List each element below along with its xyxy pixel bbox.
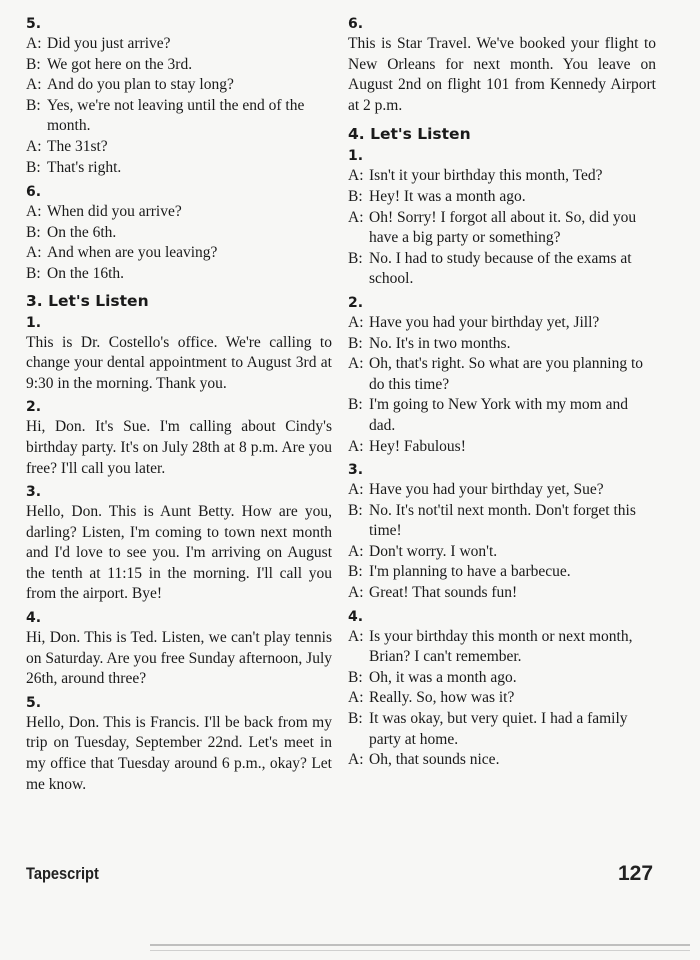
listen-item bbox=[26, 397, 332, 479]
item-text: Hello, Don. This is Aunt Betty. How are you, darling? Listen, I'm coming to town next month and I'd love to see you. I'm arriving on August the tenth at 11:15 in the morning. I'll call you from the airport. Bye! bbox=[26, 503, 332, 603]
item-number: 2. bbox=[26, 399, 42, 416]
dialog-line: B: No. It's in two months. bbox=[348, 334, 511, 352]
dialog-line: B: No. It's not'til next month. Don't forget this time! bbox=[348, 501, 636, 540]
section-heading: 3. Let's Listen bbox=[26, 291, 149, 310]
dialog-line: A: The 31st? bbox=[26, 137, 108, 155]
dialog-line: A: When did you arrive? bbox=[26, 203, 182, 221]
bottom-divider bbox=[150, 944, 690, 946]
dialog-line: A: And do you plan to stay long? bbox=[26, 76, 234, 94]
dialog-line: B: Hey! It was a month ago. bbox=[348, 187, 526, 205]
dialog-6 bbox=[26, 182, 332, 284]
item-number: 1. bbox=[26, 314, 42, 331]
page-number: 127 bbox=[618, 862, 654, 885]
dialog-line: A: Oh, that's right. So what are you planning to do this time? bbox=[348, 355, 644, 393]
dialog-line: B: On the 6th. bbox=[26, 223, 117, 241]
dialog-number: 2. bbox=[348, 294, 364, 311]
dialog-line: A: Oh! Sorry! I forgot all about it. So, did you have a big party or something? bbox=[348, 208, 637, 247]
dialog-line: B: I'm going to New York with my mom and dad. bbox=[348, 396, 628, 434]
listen-item bbox=[26, 693, 332, 795]
listen-item bbox=[26, 608, 332, 690]
listen-item bbox=[26, 313, 332, 395]
item-number: 5. bbox=[26, 694, 42, 711]
dialog-line: B: No. I had to study because of the exams at school. bbox=[348, 249, 632, 288]
dialog-number: 5. bbox=[26, 16, 42, 32]
dialog-line: B: It was okay, but very quiet. I had a family party at home. bbox=[348, 710, 628, 748]
section-4 bbox=[348, 124, 656, 770]
section-heading: 4. Let's Listen bbox=[348, 125, 471, 144]
item-number: 4. bbox=[26, 610, 42, 627]
dialog-line: A: Have you had your birthday yet, Jill? bbox=[348, 313, 600, 331]
item-number: 3. bbox=[26, 484, 42, 501]
dialog-3 bbox=[348, 460, 656, 604]
item-text: Hi, Don. This is Ted. Listen, we can't play tennis on Saturday. Are you free Sunday afternoon, July 26th, around three? bbox=[26, 629, 332, 688]
left-column bbox=[26, 14, 332, 795]
dialog-line: A: Isn't it your birthday this month, Ted? bbox=[348, 167, 603, 185]
dialog-line: A: Hey! Fabulous! bbox=[348, 437, 466, 455]
dialog-line: A: Don't worry. I won't. bbox=[348, 542, 498, 560]
listen-item bbox=[26, 482, 332, 605]
dialog-line: A: Have you had your birthday yet, Sue? bbox=[348, 481, 604, 499]
item-number: 6. bbox=[348, 16, 364, 32]
dialog-4 bbox=[348, 607, 656, 771]
item-text: Hi, Don. It's Sue. I'm calling about Cindy's birthday party. It's on July 28th at 8 p.m. Are you free? I'll call you later. bbox=[26, 418, 332, 477]
dialog-line: B: That's right. bbox=[26, 158, 122, 176]
dialog-number: 4. bbox=[348, 608, 364, 625]
dialog-line: B: Oh, it was a month ago. bbox=[348, 668, 517, 686]
item-text: This is Dr. Costello's office. We're calling to change your dental appointment to August 3rd at 9:30 in the morning. Thank you. bbox=[26, 333, 332, 392]
item-text: Hello, Don. This is Francis. I'll be back from my trip on Tuesday, September 22nd. Let's meet in my office that Tuesday around 6 p.m., okay? Let me know. bbox=[26, 713, 332, 793]
dialog-line: B: Yes, we're not leaving until the end of the month. bbox=[26, 96, 305, 135]
dialog-line: B: I'm planning to have a barbecue. bbox=[348, 563, 571, 581]
listen-item-6 bbox=[348, 14, 656, 116]
dialog-line: A: And when are you leaving? bbox=[26, 244, 218, 262]
bottom-divider bbox=[150, 950, 690, 951]
dialog-line: A: Did you just arrive? bbox=[26, 35, 171, 52]
dialog-line: B: On the 16th. bbox=[26, 264, 125, 282]
dialog-line: A: Really. So, how was it? bbox=[348, 689, 515, 707]
right-column bbox=[348, 14, 656, 771]
dialog-1 bbox=[348, 146, 656, 290]
dialog-line: A: Great! That sounds fun! bbox=[348, 584, 518, 602]
dialog-2 bbox=[348, 293, 656, 457]
section-3 bbox=[26, 291, 332, 796]
dialog-line: A: Oh, that sounds nice. bbox=[348, 751, 500, 769]
dialog-line: B: We got here on the 3rd. bbox=[26, 55, 193, 73]
item-text: This is Star Travel. We've booked your flight to New Orleans for next month. You leave on August 2nd on flight 101 from Kennedy Airport at 2 p.m. bbox=[348, 35, 656, 114]
footer-label: Tapescript bbox=[26, 864, 99, 883]
dialog-number: 3. bbox=[348, 462, 364, 479]
dialog-number: 6. bbox=[26, 184, 42, 201]
dialog-number: 1. bbox=[348, 148, 364, 165]
dialog-line: A: Is your birthday this month or next month, Brian? I can't remember. bbox=[348, 627, 633, 666]
dialog-5 bbox=[26, 14, 332, 178]
